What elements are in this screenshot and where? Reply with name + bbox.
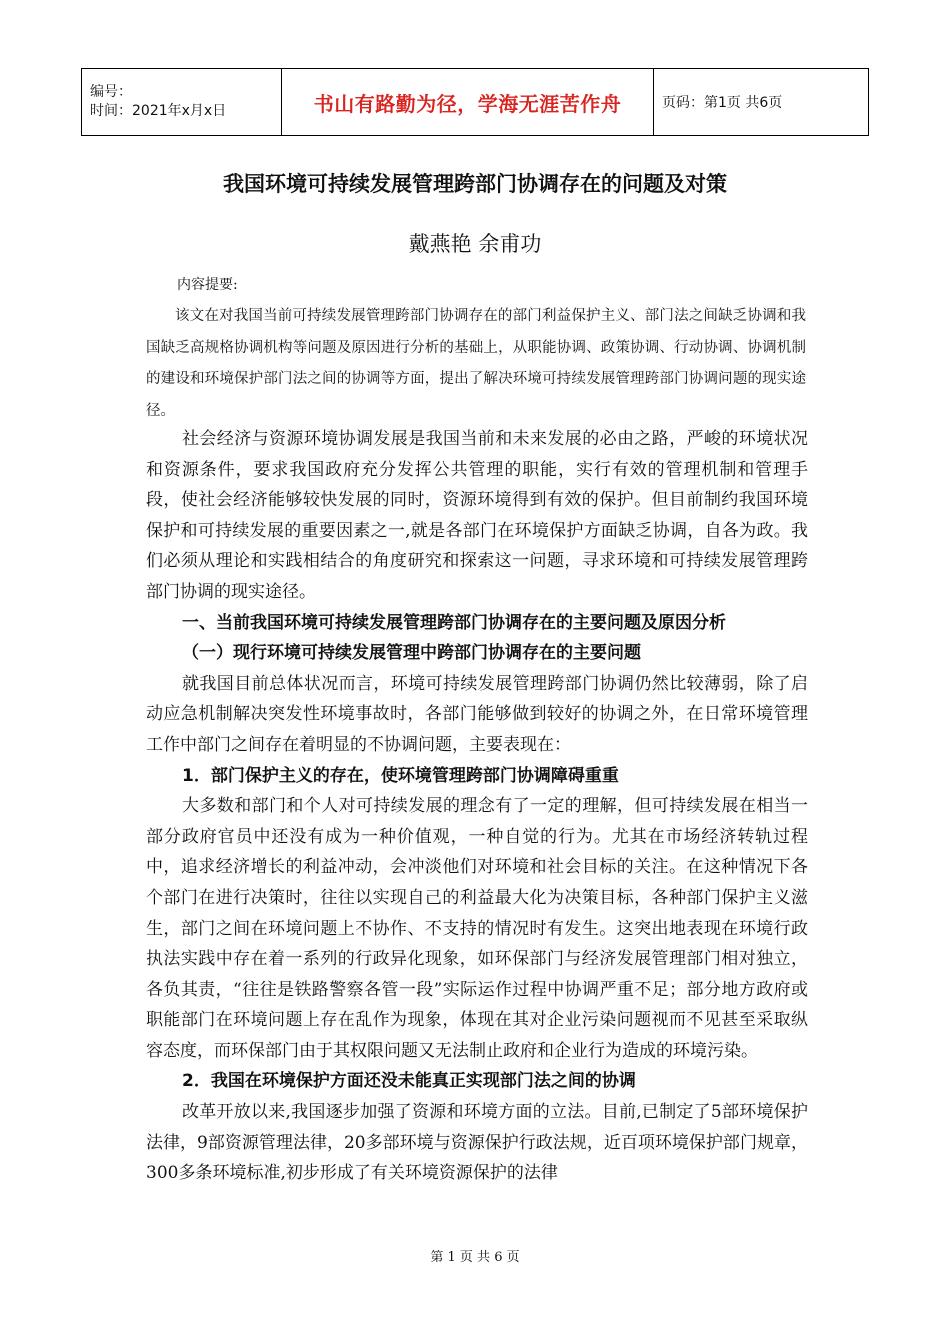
document-date-label: 时间：2021年x月x日 <box>90 103 227 119</box>
point-1-heading: 1．部门保护主义的存在，使环境管理跨部门协调障碍重重 <box>182 765 619 786</box>
point-2-heading: 2．我国在环境保护方面还没未能真正实现部门法之间的协调 <box>182 1071 636 1092</box>
document-title: 我国环境可持续发展管理跨部门协调存在的问题及对策 <box>223 172 727 196</box>
abstract-block <box>146 301 806 427</box>
header-page-label: 页码：第1页 共6页 <box>654 69 869 136</box>
header-meta-cell <box>82 69 282 136</box>
abstract-label: 内容提要: <box>177 277 238 293</box>
abstract-text: 该文在对我国当前可持续发展管理跨部门协调存在的部门利益保护主义、部门法之间缺乏协调和我国缺乏高规格协调机构等问题及原因进行分析的基础上，从职能协调、政策协调、行动协调、协调机制的建设和环境保护部门法之间的协调等方面，提出了解决环境可持续发展管理跨部门协调问题的现实途径。 <box>146 308 806 419</box>
page-footer: 第 1 页 共 6 页 <box>430 1250 520 1265</box>
overview-paragraph: 就我国目前总体状况而言，环境可持续发展管理跨部门协调仍然比较薄弱，除了启动应急机制解决突发性环境事故时，各部门能够做到较好的协调之外，在日常环境管理工作中部门之间存在着明显的不协调问题，主要表现在： <box>146 673 808 755</box>
document-number-label: 编号： <box>90 84 132 100</box>
section-heading: 一、当前我国环境可持续发展管理跨部门协调存在的主要问题及原因分析 <box>182 612 726 633</box>
point-2-paragraph: 改革开放以来,我国逐步加强了资源和环境方面的立法。目前,已制定了5部环境保护法律，9部资源管理法律，20多部环境与资源保护行政法规，近百项环境保护部门规章，300多条环境标准,初步形成了有关环境资源保护的法律 <box>146 1102 808 1184</box>
header-table <box>81 68 869 136</box>
document-authors: 戴燕艳 余甫功 <box>408 232 542 256</box>
intro-paragraph: 社会经济与资源环境协调发展是我国当前和未来发展的必由之路，严峻的环境状况和资源条件，要求我国政府充分发挥公共管理的职能，实行有效的管理机制和管理手段，使社会经济能够较快发展的同时，资源环境得到有效的保护。但目前制约我国环境保护和可持续发展的重要因素之一,就是各部门在环境保护方面缺乏协调，自各为政。我们必须从理论和实践相结合的角度研究和探索这一问题，寻求环境和可持续发展管理跨部门协调的现实途径。 <box>146 429 808 602</box>
point-1-paragraph: 大多数和部门和个人对可持续发展的理念有了一定的理解，但可持续发展在相当一部分政府官员中还没有成为一种价值观，一种自觉的行为。尤其在市场经济转轨过程中，追求经济增长的利益冲动，会冲淡他们对环境和社会目标的关注。在这种情况下各个部门在进行决策时，往往以实现自己的利益最大化为决策目标，各种部门保护主义滋生，部门之间在环境问题上不协作、不支持的情况时有发生。这突出地表现在环境行政执法实践中存在着一系列的行政异化现象，如环保部门与经济发展管理部门相对独立，各负其责，“往往是铁路警察各管一段”实际运作过程中协调严重不足；部分地方政府或职能部门在环境问题上存在乱作为现象，体现在其对企业污染问题视而不见甚至采取纵容态度，而环保部门由于其权限问题又无法制止政府和企业行为造成的环境污染。 <box>146 796 808 1061</box>
document-body <box>146 424 808 1189</box>
header-motto: 书山有路勤为径，学海无涯苦作舟 <box>282 69 654 136</box>
subsection-heading: （一）现行环境可持续发展管理中跨部门协调存在的主要问题 <box>182 643 641 664</box>
